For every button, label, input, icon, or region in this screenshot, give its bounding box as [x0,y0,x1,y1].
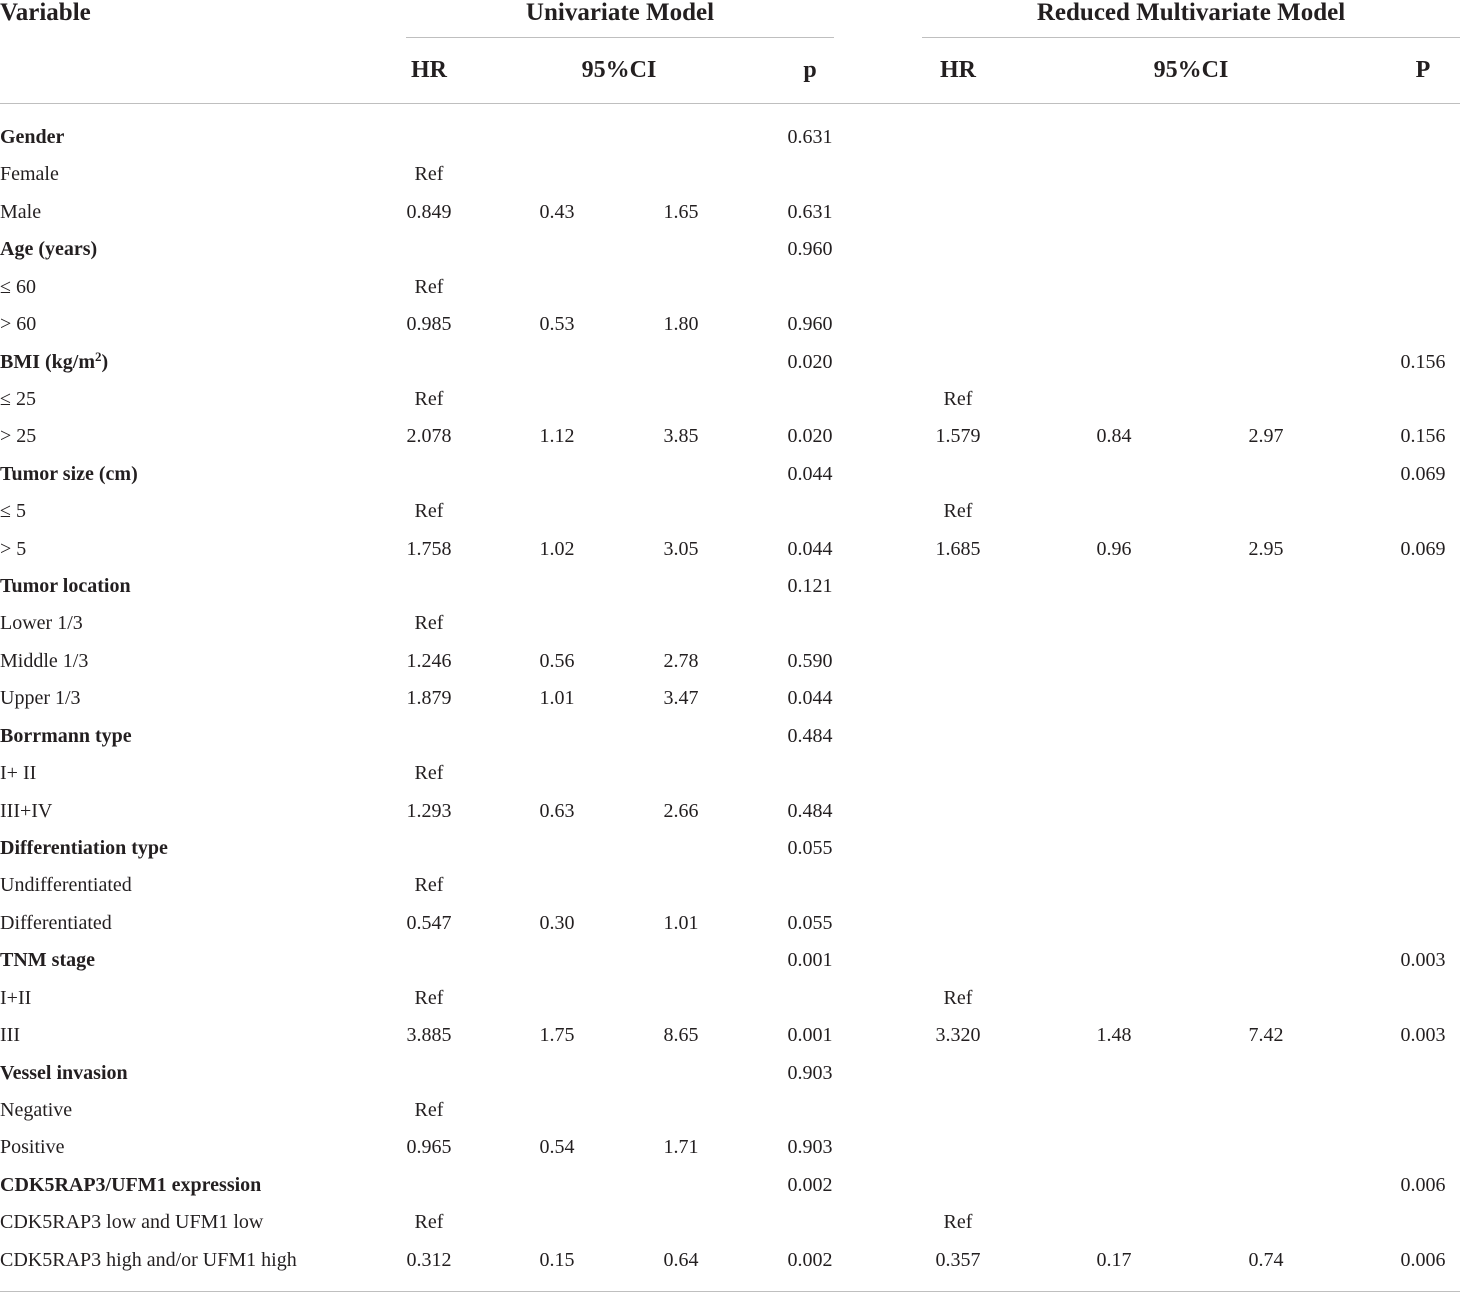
header-variable: Variable [0,0,91,26]
variable-level-label: Male [0,201,42,223]
multivariate-hr-cell: Ref [943,987,973,1009]
variable-group-label: Borrmann type [0,725,132,747]
univariate-ci-upper-cell: 0.64 [663,1249,699,1271]
variable-level-label: > 5 [0,538,27,560]
variable-level-label: ≤ 5 [0,500,26,522]
univariate-p-cell: 0.590 [787,650,833,672]
univariate-hr-cell: 0.547 [406,912,452,934]
multivariate-hr-cell: 1.685 [935,538,981,560]
univariate-p-cell: 0.960 [787,238,833,260]
univariate-hr-cell: Ref [414,163,444,185]
univariate-p-cell: 0.020 [787,425,833,447]
univariate-ci-upper-cell: 3.47 [663,687,699,709]
variable-level-label: III [0,1024,20,1046]
univariate-p-cell: 0.044 [787,538,833,560]
multivariate-hr-cell: 1.579 [935,425,981,447]
multivariate-p-cell: 0.069 [1400,538,1446,560]
multivariate-p-cell: 0.156 [1400,351,1446,373]
univariate-ci-upper-cell: 8.65 [663,1024,699,1046]
variable-level-label: Negative [0,1099,73,1121]
univariate-hr-cell: 2.078 [406,425,452,447]
multivariate-hr-header: HR [940,57,976,83]
univariate-ci-upper-cell: 3.85 [663,425,699,447]
variable-group-label: Tumor location [0,575,131,597]
univariate-p-cell: 0.484 [787,800,833,822]
univariate-p-cell: 0.055 [787,912,833,934]
multivariate-p-cell: 0.069 [1400,463,1446,485]
variable-level-label: Lower 1/3 [0,612,83,634]
univariate-hr-cell: Ref [414,1099,444,1121]
variable-level-label: I+II [0,987,32,1009]
univariate-p-cell: 0.044 [787,463,833,485]
univariate-p-cell: 0.044 [787,687,833,709]
univariate-hr-cell: Ref [414,762,444,784]
variable-level-label: I+ II [0,762,37,784]
univariate-hr-cell: 0.965 [406,1136,452,1158]
variable-group-label: Vessel invasion [0,1062,128,1084]
variable-level-label: CDK5RAP3 low and UFM1 low [0,1211,264,1233]
univariate-ci-lower-cell: 0.43 [539,201,575,223]
univariate-hr-cell: 0.985 [406,313,452,335]
variable-level-label: Middle 1/3 [0,650,89,672]
variable-level-label: > 60 [0,313,37,335]
univariate-p-header: p [803,57,817,83]
variable-level-label: Female [0,163,59,185]
univariate-ci-lower-cell: 0.30 [539,912,575,934]
univariate-ci-lower-cell: 0.56 [539,650,575,672]
variable-level-label: ≤ 60 [0,276,36,298]
univariate-ci-lower-cell: 0.63 [539,800,575,822]
univariate-ci-upper-cell: 2.66 [663,800,699,822]
univariate-ci-lower-cell: 0.54 [539,1136,575,1158]
univariate-ci-lower-cell: 1.01 [539,687,575,709]
univariate-p-cell: 0.631 [787,201,833,223]
univariate-p-cell: 0.960 [787,313,833,335]
variable-group-label: Differentiation type [0,837,168,859]
variable-level-label: Upper 1/3 [0,687,81,709]
univariate-p-cell: 0.903 [787,1062,833,1084]
variable-group-label: Tumor size (cm) [0,463,138,485]
multivariate-ci-lower-cell: 0.96 [1096,538,1132,560]
variable-level-label: > 25 [0,425,37,447]
multivariate-header-rule [922,37,1460,38]
multivariate-p-cell: 0.156 [1400,425,1446,447]
variable-group-label [0,349,109,373]
multivariate-ci-upper-cell: 2.97 [1248,425,1284,447]
univariate-ci-upper-cell: 1.65 [663,201,699,223]
univariate-hr-cell: Ref [414,987,444,1009]
univariate-ci-lower-cell: 0.15 [539,1249,575,1271]
multivariate-ci-lower-cell: 0.84 [1096,425,1132,447]
univariate-p-cell: 0.903 [787,1136,833,1158]
multivariate-hr-cell: Ref [943,500,973,522]
header-reduced-multivariate-model: Reduced Multivariate Model [1036,0,1346,26]
univariate-p-cell: 0.055 [787,837,833,859]
variable-level-label: ≤ 25 [0,388,36,410]
multivariate-ci-header: 95%CI [1153,57,1229,83]
univariate-ci-lower-cell: 0.53 [539,313,575,335]
variable-group-label: Age (years) [0,238,98,260]
univariate-ci-header: 95%CI [581,57,657,83]
multivariate-hr-cell: 0.357 [935,1249,981,1271]
univariate-ci-upper-cell: 1.71 [663,1136,699,1158]
univariate-hr-cell: Ref [414,500,444,522]
multivariate-ci-lower-cell: 1.48 [1096,1024,1132,1046]
univariate-hr-cell: 1.879 [406,687,452,709]
univariate-ci-upper-cell: 1.01 [663,912,699,934]
univariate-hr-cell: Ref [414,874,444,896]
univariate-ci-upper-cell: 1.80 [663,313,699,335]
univariate-hr-cell: Ref [414,388,444,410]
multivariate-ci-upper-cell: 2.95 [1248,538,1284,560]
univariate-hr-cell: Ref [414,612,444,634]
univariate-hr-cell: 0.849 [406,201,452,223]
univariate-p-cell: 0.001 [787,1024,833,1046]
multivariate-ci-upper-cell: 7.42 [1248,1024,1284,1046]
univariate-hr-cell: 3.885 [406,1024,452,1046]
multivariate-p-cell: 0.003 [1400,1024,1446,1046]
bmi-label-close: ) [101,351,109,373]
variable-group-label: TNM stage [0,949,95,971]
univariate-hr-cell: 1.293 [406,800,452,822]
univariate-hr-cell: 1.246 [406,650,452,672]
multivariate-p-cell: 0.006 [1400,1249,1446,1271]
variable-level-label: Positive [0,1136,65,1158]
header-bottom-rule [0,103,1460,104]
univariate-ci-lower-cell: 1.12 [539,425,575,447]
multivariate-hr-cell: 3.320 [935,1024,981,1046]
multivariate-p-header: P [1415,57,1431,83]
univariate-ci-upper-cell: 2.78 [663,650,699,672]
univariate-hr-header: HR [411,57,447,83]
univariate-p-cell: 0.121 [787,575,833,597]
univariate-p-cell: 0.020 [787,351,833,373]
univariate-p-cell: 0.631 [787,126,833,148]
univariate-p-cell: 0.484 [787,725,833,747]
univariate-p-cell: 0.002 [787,1174,833,1196]
table-bottom-rule [0,1291,1460,1292]
univariate-ci-lower-cell: 1.02 [539,538,575,560]
univariate-p-cell: 0.002 [787,1249,833,1271]
multivariate-p-cell: 0.003 [1400,949,1446,971]
univariate-hr-cell: 0.312 [406,1249,452,1271]
variable-level-label: CDK5RAP3 high and/or UFM1 high [0,1249,297,1271]
header-univariate-model: Univariate Model [525,0,715,26]
univariate-p-cell: 0.001 [787,949,833,971]
multivariate-hr-cell: Ref [943,388,973,410]
univariate-ci-lower-cell: 1.75 [539,1024,575,1046]
variable-level-label: Undifferentiated [0,874,132,896]
univariate-ci-upper-cell: 3.05 [663,538,699,560]
variable-group-label: CDK5RAP3/UFM1 expression [0,1174,262,1196]
variable-group-label: Gender [0,126,65,148]
multivariate-ci-upper-cell: 0.74 [1248,1249,1284,1271]
variable-level-label: Differentiated [0,912,112,934]
multivariate-p-cell: 0.006 [1400,1174,1446,1196]
univariate-hr-cell: Ref [414,1211,444,1233]
bmi-label-superscript: 2 [95,349,102,364]
univariate-hr-cell: 1.758 [406,538,452,560]
univariate-hr-cell: Ref [414,276,444,298]
multivariate-ci-lower-cell: 0.17 [1096,1249,1132,1271]
bmi-label-text: BMI (kg/m [0,351,95,373]
univariate-header-rule [406,37,834,38]
multivariate-hr-cell: Ref [943,1211,973,1233]
variable-level-label: III+IV [0,800,53,822]
